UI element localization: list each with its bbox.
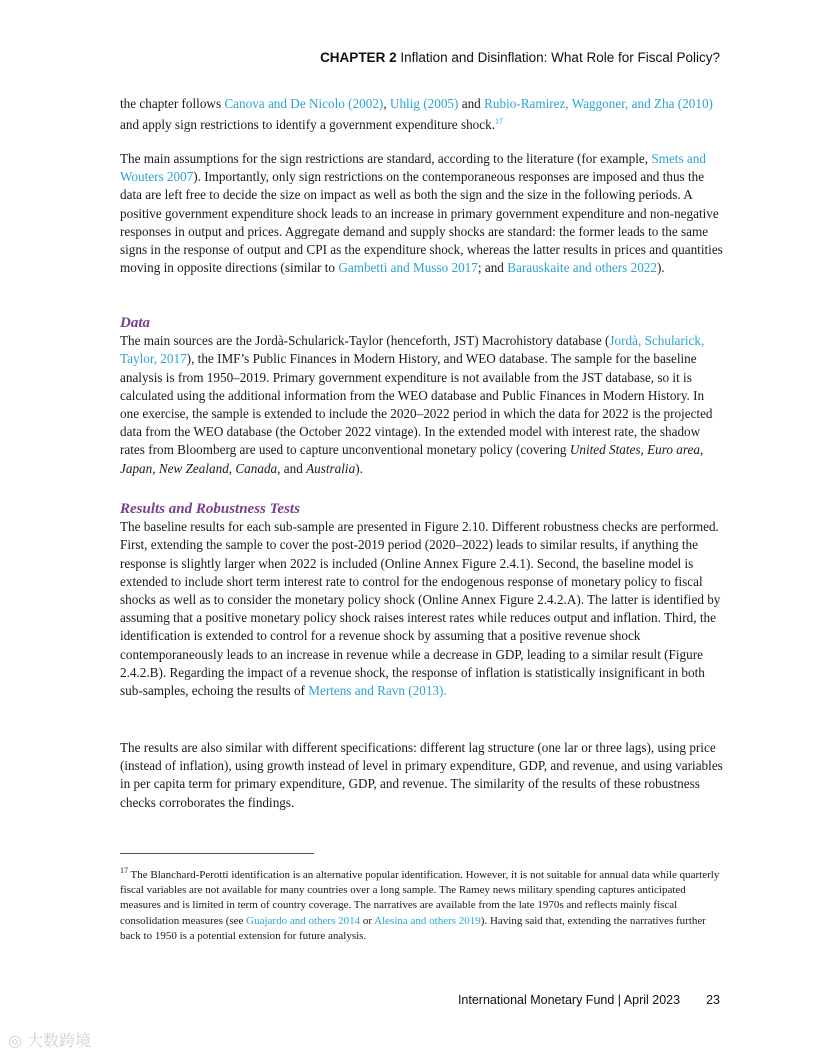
text: ), the IMF’s Public Finances in Modern History, and WEO database. The sample for the baseline analysis is from 1950–2019. Primary government expenditure is not available from the JST database, so it is calculated using the additional information from the WEO database and Public Finances in Modern History. In one exercise, the sample is extended to include the 2020–2022 period in which the data for 2022 is the projected data from the WEO database (the October 2022 vintage). In the extended model with interest rate, the shadow rates from Bloomberg are used to capture unconventional monetary policy (covering	[120, 351, 713, 458]
text: ,	[640, 442, 648, 458]
running-header	[320, 50, 720, 65]
citation-link[interactable]: Mertens and Ravn (2013).	[308, 683, 447, 699]
footnote-17	[120, 863, 723, 944]
country: United States	[569, 442, 641, 458]
text: ,	[152, 460, 159, 476]
citation-link[interactable]: Rubio-Ramirez, Waggoner, and Zha (2010)	[484, 96, 713, 111]
text: The Blanchard-Perotti identification is an alternative popular identification. However, it is not suitable for annual data while quarterly fiscal variables are not available for many countries over a long sample. The Ramey news military spending captures anticipated measures and is limited in term of country coverage. The narratives are available from the late 1970s and reflects mainly fiscal consolidation measures (see	[120, 869, 720, 927]
section-heading: Data	[120, 315, 150, 331]
page-number: 23	[706, 993, 720, 1007]
text: and apply sign restrictions to identify a government expenditure shock.	[120, 117, 496, 133]
citation-link[interactable]: Canova and De Nicolo (2002)	[224, 96, 384, 111]
text: the chapter follows	[120, 96, 225, 111]
citation-link[interactable]: Uhlig (2005)	[389, 96, 459, 111]
footnote-number: 17	[120, 866, 128, 875]
text: ,	[383, 96, 390, 111]
page-footer	[458, 993, 720, 1007]
watermark-logo-icon: ◎	[8, 1031, 28, 1050]
citation-link[interactable]: Barauskaite and others 2022	[507, 260, 657, 276]
text: , and	[277, 460, 307, 476]
country: Canada	[235, 460, 278, 476]
text: ,	[700, 442, 704, 458]
paragraph-specifications	[120, 739, 723, 812]
citation-link[interactable]: Guajardo and others 2014	[246, 914, 361, 927]
text: The main assumptions for the sign restrictions are standard, according to the literature (for example,	[120, 151, 652, 166]
text: ; and	[477, 260, 508, 276]
text: and	[458, 96, 485, 111]
text: ).	[355, 460, 363, 476]
country: Australia	[306, 460, 356, 476]
text: ,	[228, 460, 236, 476]
text: The baseline results for each sub-sample are presented in Figure 2.10. Different robustness checks are performed. First, extending the sample to cover the post-2019 period (2020–2022) leads to similar results, if anything the response is slightly larger when 2022 is included (Online Annex Figure 2.4.1). Second, the baseline model is extended to include short term interest rate to control for the endogenous response of monetary policy to fiscal shocks as well as to consider the monetary policy shock (Online Annex Figure 2.4.2.A). The latter is identified by assuming that a positive monetary policy shock raises interest rates while reduces output and inflation. Third, the identification is extended to control for a revenue shock by assuming that a positive revenue shock contemporaneously leads to an increase in revenue while a decrease in GDP, leading to a similar result (Figure 2.4.2.B). Regarding the impact of a revenue shock, the response of inflation is statistically insignificant in both sub-samples, echoing the results of	[120, 519, 721, 699]
footer-source: International Monetary Fund | April 2023	[457, 993, 681, 1007]
section-heading: Results and Robustness Tests	[120, 501, 300, 517]
paragraph-intro	[120, 95, 723, 134]
footnote-ref[interactable]: 17	[495, 117, 504, 127]
footnote-divider	[120, 853, 314, 854]
citation-link[interactable]: Jordà, Schularick, Taylor, 2017	[120, 333, 705, 367]
citation-link[interactable]: Alesina and others 2019	[374, 914, 481, 927]
text: or	[360, 914, 375, 927]
citation-link[interactable]: Gambetti and Musso 2017	[338, 260, 478, 276]
paragraph-assumptions	[120, 150, 723, 277]
country: New Zealand	[158, 460, 229, 476]
country: Japan	[120, 460, 153, 476]
text: The results are also similar with different specifications: different lag structure (one lar or three lags), using price (instead of inflation), using growth instead of level in primary expenditure, GDP, and revenue, and using variables in per capita term for primary expenditure, GDP, and revenue. The similarity of the results of these robustness checks corroborates the findings.	[120, 740, 723, 810]
section-results	[120, 500, 723, 700]
section-data	[120, 314, 723, 478]
watermark	[8, 1028, 91, 1051]
country: Euro area	[647, 442, 700, 458]
text: The main sources are the Jordà-Schularick-Taylor (henceforth, JST) Macrohistory database (	[120, 333, 610, 349]
text: ). Having said that, extending the narratives further back to 1950 is a potential extension for future analysis.	[120, 914, 706, 942]
text: ). Importantly, only sign restrictions on the contemporaneous responses are imposed and thus the data are left free to decide the size on impact as well as both the sign and the size in the following periods. A positive government expenditure shock leads to an increase in primary government expenditure and non-negative responses in output and prices. Aggregate demand and supply shocks are standard: the former leads to the same signs in the response of output and CPI as the expenditure shock, whereas the latter results in prices and quantities moving in opposite directions (similar to	[120, 169, 723, 276]
chapter-title: Inflation and Disinflation: What Role for Fiscal Policy?	[400, 50, 720, 65]
chapter-label: CHAPTER 2	[320, 50, 397, 65]
watermark-text: 大数跨境	[27, 1031, 92, 1050]
text: ).	[656, 260, 665, 276]
citation-link[interactable]: Smets and Wouters 2007	[120, 151, 706, 185]
